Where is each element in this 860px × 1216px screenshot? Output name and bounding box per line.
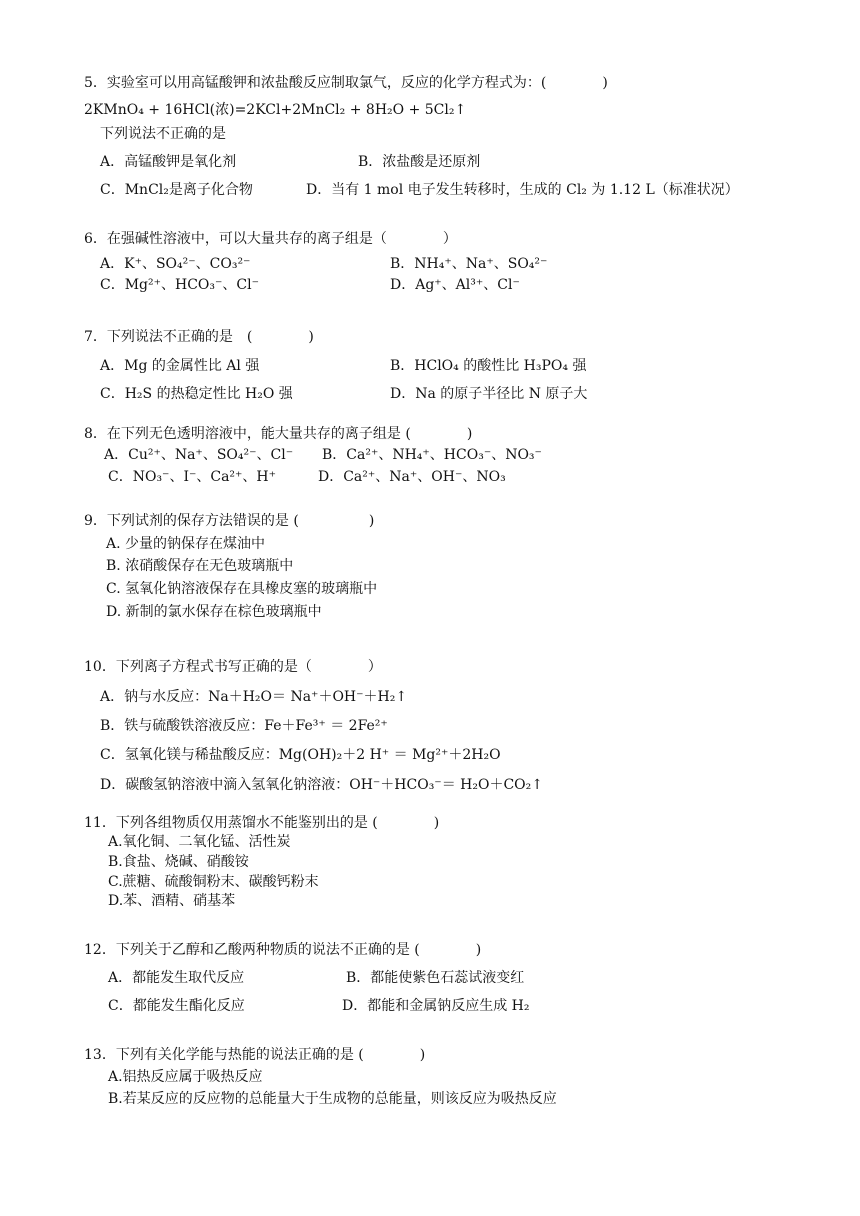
question-8-option-a: A．Cu²⁺、Na⁺、SO₄²⁻、Cl⁻ — [104, 447, 294, 463]
question-8-stem: 8．在下列无色透明溶液中，能大量共存的离子组是 ( ) — [84, 426, 473, 442]
question-5-option-c: C．MnCl₂是离子化合物 — [100, 182, 253, 198]
question-10-stem: 10．下列离子方程式书写正确的是（ ） — [84, 659, 382, 675]
question-6-stem: 6．在强碱性溶液中，可以大量共存的离子组是（ ） — [84, 231, 457, 247]
question-7-stem: 7．下列说法不正确的是 ( ) — [84, 329, 314, 345]
question-6-option-d: D．Ag⁺、Al³⁺、Cl⁻ — [390, 277, 520, 293]
question-12-option-c: C．都能发生酯化反应 — [108, 998, 245, 1014]
question-12-option-a: A．都能发生取代反应 — [108, 970, 245, 986]
question-10-option-b: B．铁与硫酸铁溶液反应：Fe＋Fe³⁺ ＝ 2Fe²⁺ — [100, 718, 388, 734]
question-6-option-a: A．K⁺、SO₄²⁻、CO₃²⁻ — [100, 256, 251, 272]
question-9-option-c: C. 氢氧化钠溶液保存在具橡皮塞的玻璃瓶中 — [106, 581, 378, 597]
question-8-option-c: C．NO₃⁻、I⁻、Ca²⁺、H⁺ — [108, 469, 277, 485]
question-5-option-d: D．当有 1 mol 电子发生转移时，生成的 Cl₂ 为 1.12 L（标准状况） — [306, 182, 739, 198]
question-13-stem: 13．下列有关化学能与热能的说法正确的是 ( ) — [84, 1047, 426, 1063]
question-9-stem: 9．下列试剂的保存方法错误的是 ( ) — [84, 513, 375, 529]
question-10-option-c: C．氢氧化镁与稀盐酸反应：Mg(OH)₂＋2 H⁺ ＝ Mg²⁺＋2H₂O — [100, 747, 501, 763]
question-11-option-d: D.苯、酒精、硝基苯 — [108, 893, 236, 909]
question-9-option-a: A. 少量的钠保存在煤油中 — [106, 536, 266, 552]
question-10-option-a: A．钠与水反应：Na＋H₂O＝ Na⁺＋OH⁻＋H₂↑ — [100, 689, 408, 705]
question-9-option-b: B. 浓硝酸保存在无色玻璃瓶中 — [106, 558, 294, 574]
question-5-option-a: A．高锰酸钾是氧化剂 — [100, 154, 237, 170]
question-7-option-b: B．HClO₄ 的酸性比 H₃PO₄ 强 — [390, 358, 587, 374]
question-13-option-b: B.若某反应的反应物的总能量大于生成物的总能量，则该反应为吸热反应 — [108, 1091, 557, 1107]
question-12-stem: 12．下列关于乙醇和乙酸两种物质的说法不正确的是 ( ) — [84, 942, 482, 958]
question-7-option-d: D．Na 的原子半径比 N 原子大 — [390, 386, 588, 402]
question-12-option-d: D．都能和金属钠反应生成 H₂ — [342, 998, 530, 1014]
question-7-option-c: C．H₂S 的热稳定性比 H₂O 强 — [100, 386, 293, 402]
question-5-prompt: 下列说法不正确的是 — [100, 126, 226, 142]
question-11-stem: 11．下列各组物质仅用蒸馏水不能鉴别出的是 ( ) — [84, 815, 440, 831]
question-5-stem: 5．实验室可以用高锰酸钾和浓盐酸反应制取氯气，反应的化学方程式为：( ) — [84, 75, 608, 91]
question-10-option-d: D．碳酸氢钠溶液中滴入氢氧化钠溶液：OH⁻＋HCO₃⁻＝ H₂O＋CO₂↑ — [100, 777, 543, 793]
question-5-equation: 2KMnO₄ + 16HCl(浓)=2KCl+2MnCl₂ + 8H₂O + 5Cl₂↑ — [84, 102, 467, 118]
question-12-option-b: B．都能使紫色石蕊试液变红 — [346, 970, 525, 986]
question-5-option-b: B．浓盐酸是还原剂 — [358, 154, 481, 170]
question-11-option-b: B.食盐、烧碱、硝酸铵 — [108, 854, 249, 870]
question-11-option-c: C.蔗糖、硫酸铜粉末、碳酸钙粉末 — [108, 874, 319, 890]
question-9-option-d: D. 新制的氯水保存在棕色玻璃瓶中 — [106, 604, 322, 620]
question-11-option-a: A.氧化铜、二氧化锰、活性炭 — [108, 834, 291, 850]
question-6-option-c: C．Mg²⁺、HCO₃⁻、Cl⁻ — [100, 277, 259, 293]
question-13-option-a: A.铝热反应属于吸热反应 — [108, 1069, 263, 1085]
question-6-option-b: B．NH₄⁺、Na⁺、SO₄²⁻ — [390, 256, 548, 272]
question-8-option-d: D．Ca²⁺、Na⁺、OH⁻、NO₃ — [318, 469, 506, 485]
question-8-option-b: B．Ca²⁺、NH₄⁺、HCO₃⁻、NO₃⁻ — [322, 447, 542, 463]
question-7-option-a: A．Mg 的金属性比 Al 强 — [100, 358, 260, 374]
